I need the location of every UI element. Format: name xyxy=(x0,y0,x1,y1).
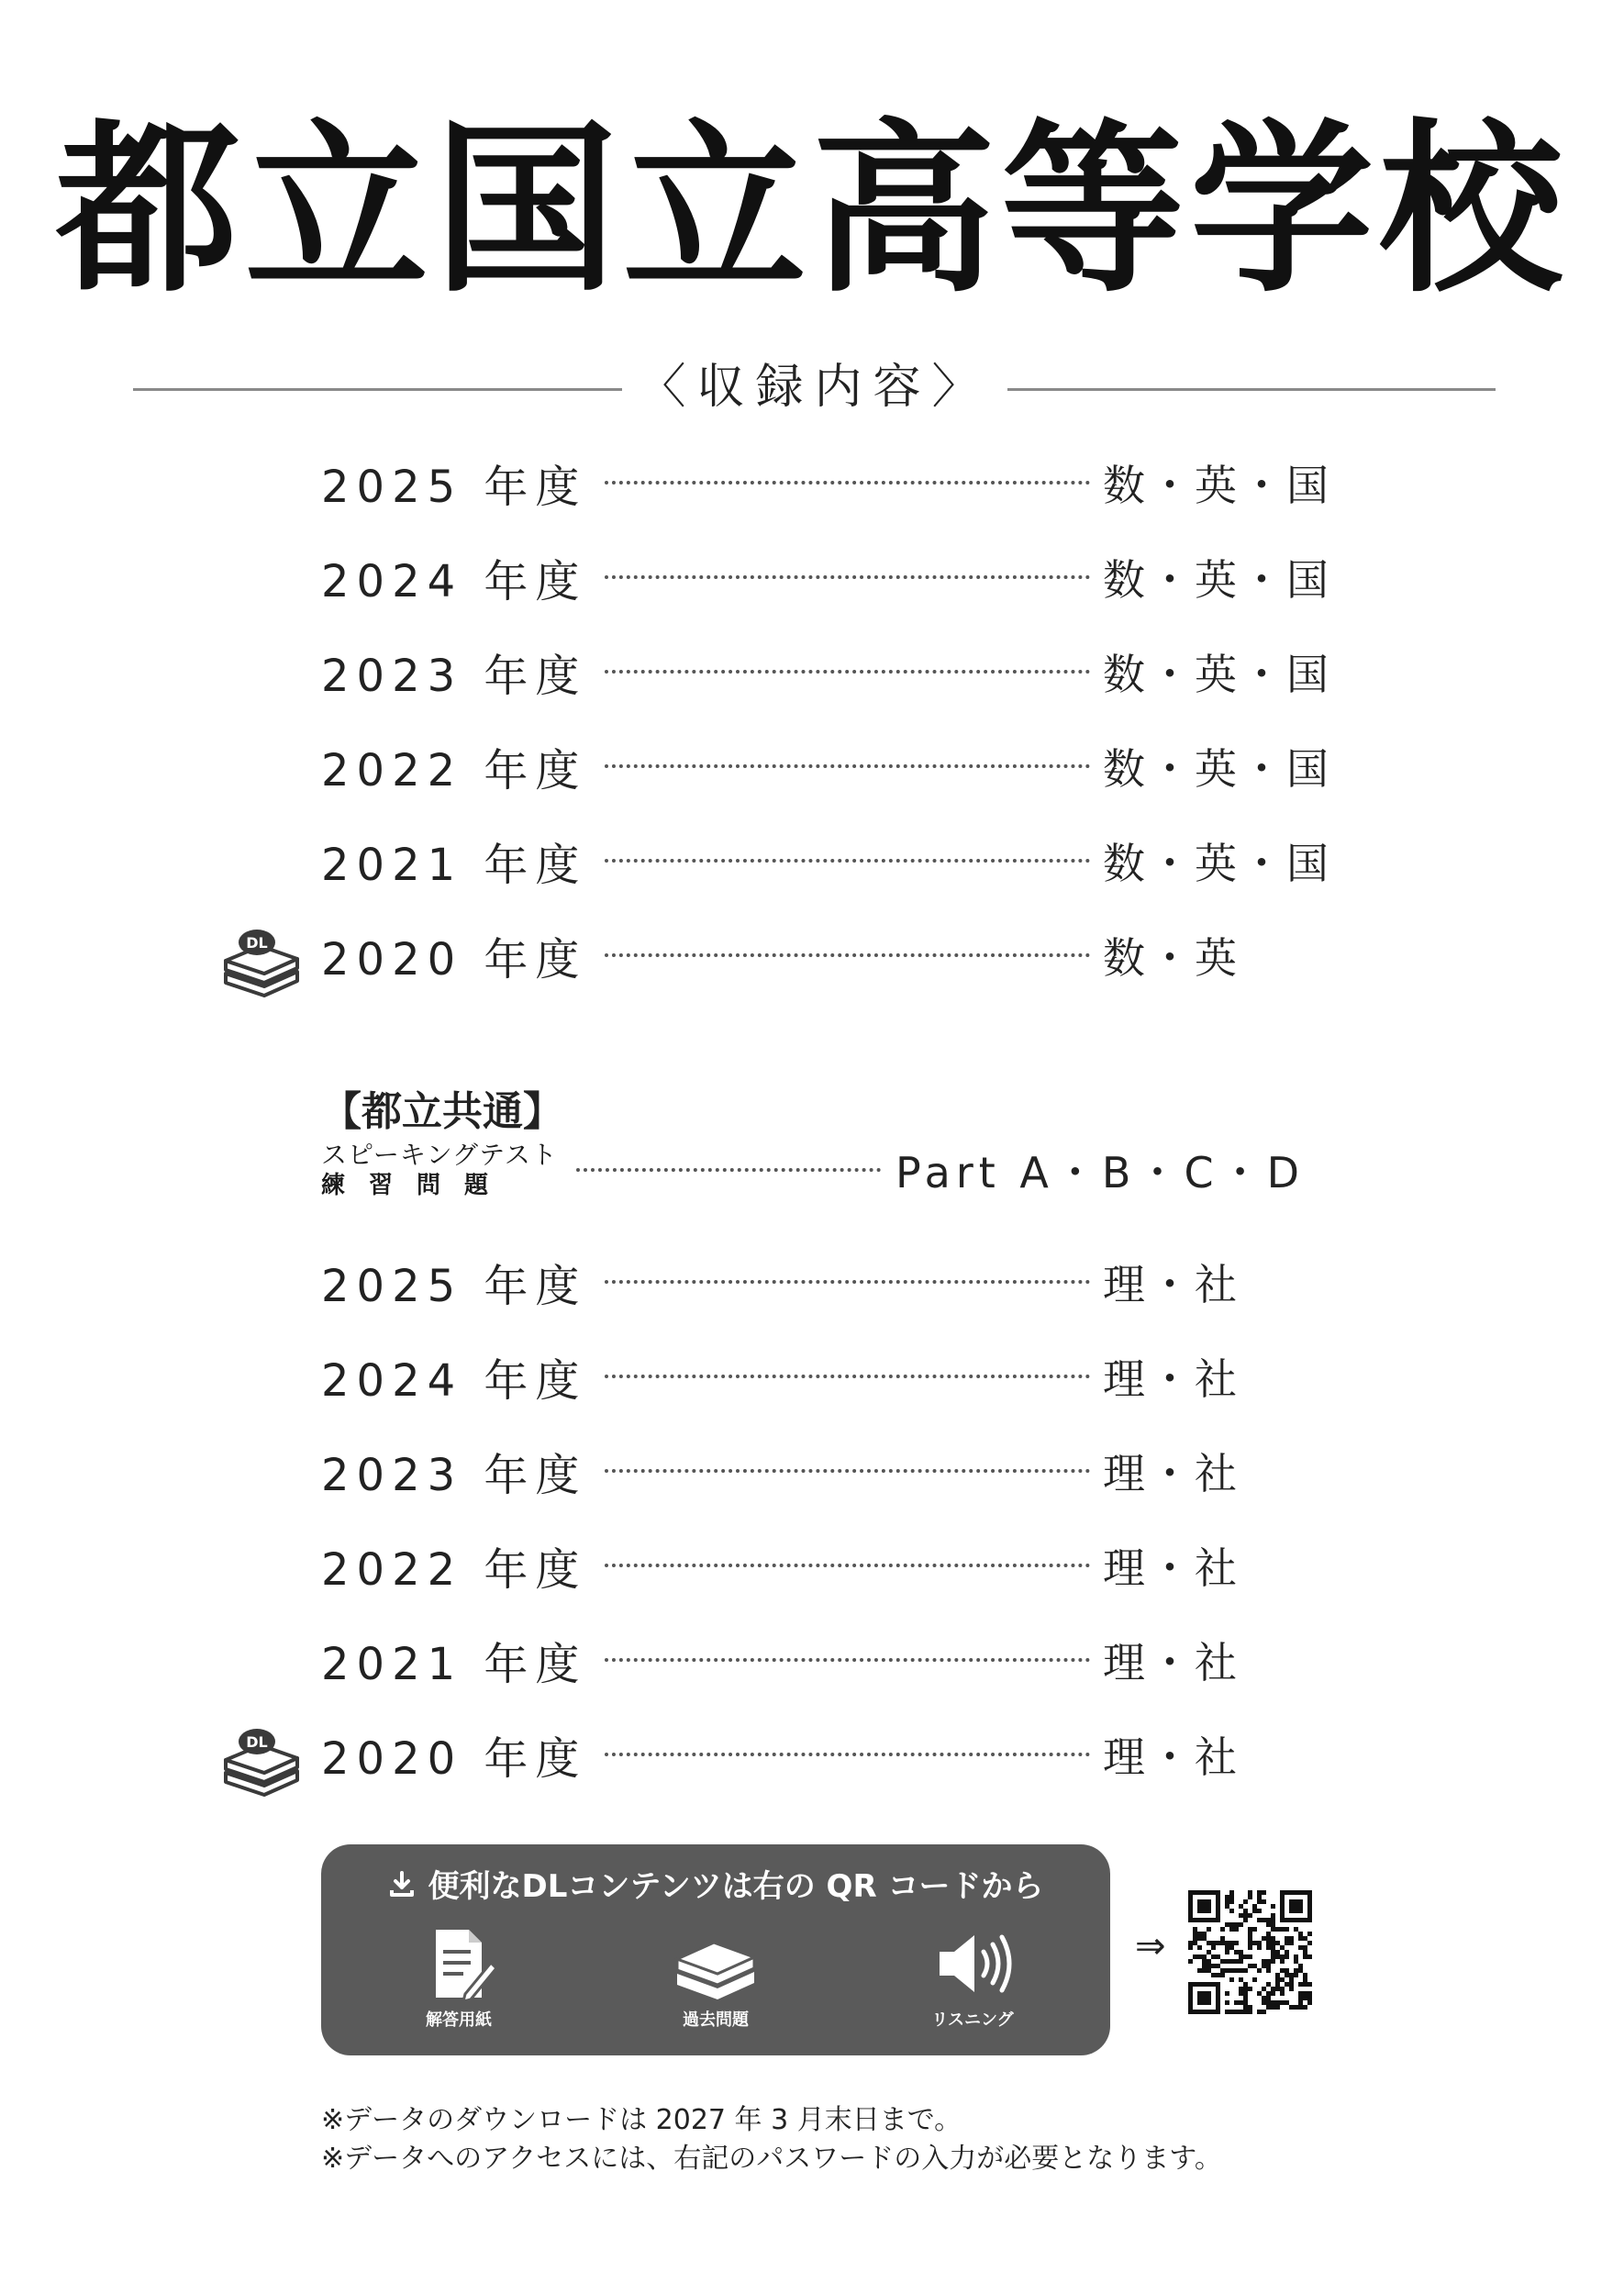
row-year: 2025 年度 xyxy=(321,461,587,513)
row-year: 2024 年度 xyxy=(321,555,587,607)
dl-badge-text: DL xyxy=(246,934,268,952)
row-year: 2021 年度 xyxy=(321,839,587,891)
contents-row xyxy=(321,1632,1305,1690)
contents-row xyxy=(321,833,1332,891)
speaker-icon xyxy=(927,1922,1018,2005)
speaking-test-label xyxy=(321,1142,558,1197)
leader-dots xyxy=(605,1469,1090,1473)
contents-row xyxy=(321,644,1332,702)
contents-row xyxy=(321,739,1332,796)
row-subjects: 数・英・国 xyxy=(1103,461,1332,510)
qr-code-icon[interactable] xyxy=(1188,1890,1312,2014)
listening-label: リスニング xyxy=(931,2010,1014,2030)
row-year: 2022 年度 xyxy=(321,1543,587,1596)
row-year: 2021 年度 xyxy=(321,1638,587,1690)
answer-sheet-label: 解答用紙 xyxy=(426,2010,492,2030)
row-year: 2020 年度 xyxy=(321,1732,587,1785)
leader-dots xyxy=(576,1168,881,1172)
speaking-test-parts: Part A・B・C・D xyxy=(895,1148,1305,1197)
row-year: 2023 年度 xyxy=(321,650,587,702)
speaking-test-row xyxy=(321,1142,1305,1197)
section-label: 【都立共通】 xyxy=(321,1088,563,1135)
contents-row xyxy=(321,1349,1305,1407)
leader-dots xyxy=(605,1280,1090,1284)
download-icon xyxy=(388,1870,416,1898)
contents-row xyxy=(321,550,1332,607)
contents-heading-label: 〈収録内容〉 xyxy=(621,360,1007,415)
row-subjects: 理・社 xyxy=(1103,1638,1240,1687)
row-subjects: 理・社 xyxy=(1103,1543,1240,1593)
leader-dots xyxy=(605,481,1090,484)
past-exams-label: 過去問題 xyxy=(683,2010,749,2030)
row-year: 2024 年度 xyxy=(321,1354,587,1407)
download-books-icon xyxy=(218,924,301,997)
contents-heading xyxy=(133,360,1496,415)
arrow-to-qr: ⇒ xyxy=(1135,1925,1166,1967)
contents-row xyxy=(321,1443,1305,1501)
speaking-test-line1: スピーキングテスト xyxy=(321,1140,558,1170)
contents-row xyxy=(321,1254,1305,1312)
row-year: 2020 年度 xyxy=(321,933,587,986)
row-year: 2025 年度 xyxy=(321,1260,587,1312)
footnote-password: ※データへのアクセスには、右記のパスワードの入力が必要となります。 xyxy=(321,2143,1222,2175)
row-subjects: 数・英・国 xyxy=(1103,839,1332,888)
leader-dots xyxy=(605,1658,1090,1662)
speaking-test-line2: 練習問題 xyxy=(321,1172,513,1199)
row-subjects: 理・社 xyxy=(1103,1732,1240,1782)
leader-dots xyxy=(605,764,1090,768)
leader-dots xyxy=(605,859,1090,863)
footnotes xyxy=(321,2101,1222,2178)
row-subjects: 数・英・国 xyxy=(1103,650,1332,699)
row-year: 2023 年度 xyxy=(321,1449,587,1501)
leader-dots xyxy=(605,953,1090,957)
contents-row xyxy=(321,1727,1305,1785)
row-subjects: 数・英・国 xyxy=(1103,555,1332,605)
panel-heading-text: 便利なDLコンテンツは右の QR コードから xyxy=(428,1868,1044,1905)
listening-item xyxy=(899,1922,1046,2031)
row-subjects: 理・社 xyxy=(1103,1260,1240,1309)
row-subjects: 理・社 xyxy=(1103,1449,1240,1498)
contents-row xyxy=(321,1538,1305,1596)
contents-row xyxy=(321,455,1332,513)
row-year: 2022 年度 xyxy=(321,744,587,796)
leader-dots xyxy=(605,1375,1090,1378)
contents-row xyxy=(321,928,1305,986)
leader-dots xyxy=(605,1564,1090,1567)
books-icon xyxy=(670,1922,762,2005)
row-subjects: 数・英 xyxy=(1103,933,1240,983)
dl-badge-text: DL xyxy=(246,1733,268,1751)
download-books-icon xyxy=(218,1723,301,1797)
footnote-download-deadline: ※データのダウンロードは 2027 年 3 月末日まで。 xyxy=(321,2104,962,2136)
past-exams-item xyxy=(642,1922,789,2031)
dl-content-panel xyxy=(321,1844,1110,2055)
leader-dots xyxy=(605,670,1090,674)
page-title: 都立国立高等学校 xyxy=(55,104,1568,317)
panel-heading xyxy=(321,1861,1110,1906)
leader-dots xyxy=(605,575,1090,579)
answer-sheet-icon xyxy=(417,1922,500,2005)
leader-dots xyxy=(605,1753,1090,1756)
row-subjects: 理・社 xyxy=(1103,1354,1240,1404)
answer-sheet-item xyxy=(385,1922,532,2031)
row-subjects: 数・英・国 xyxy=(1103,744,1332,794)
